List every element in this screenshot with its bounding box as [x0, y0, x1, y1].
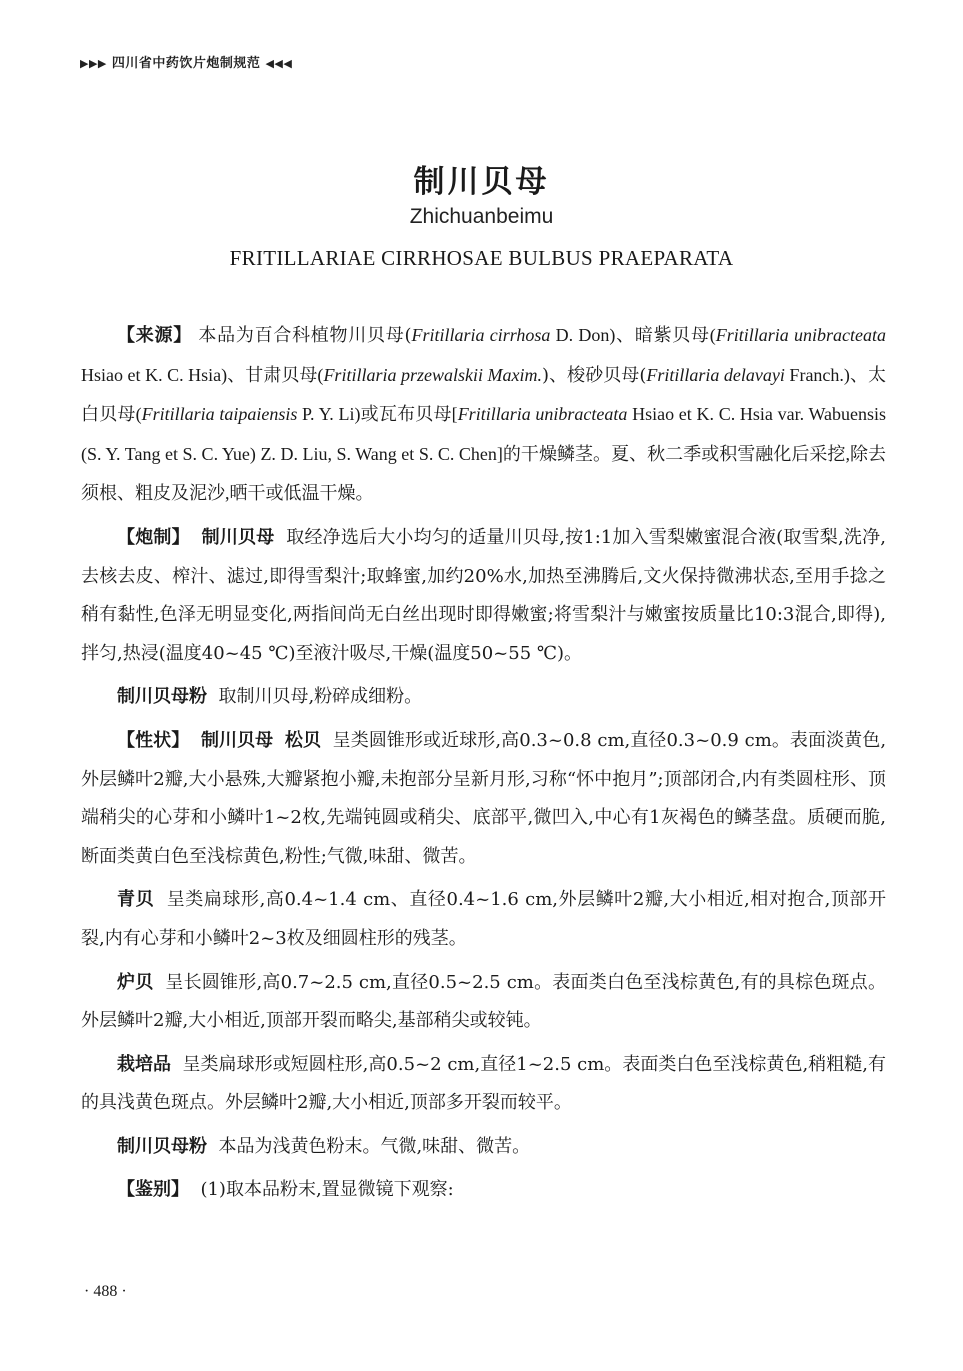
right-triangle-marks: ◀◀◀ — [265, 57, 293, 70]
processing-powder-paragraph — [81, 678, 886, 717]
title-latin: FRITILLARIAE CIRRHOSAE BULBUS PRAEPARATA — [229, 246, 734, 270]
species-name-6: Fritillaria unibracteata — [457, 404, 628, 425]
species-name-4: Fritillaria delavayi — [646, 364, 785, 385]
character-text-5: 本品为浅黄色粉末。气微,味甜、微苦。 — [218, 1135, 531, 1157]
processing-subheading-1: 制川贝母 — [201, 526, 275, 548]
character-subheading-4: 栽培品 — [117, 1053, 172, 1075]
character-subheading-5: 制川贝母粉 — [117, 1135, 207, 1157]
character-cultivated-paragraph — [81, 1046, 886, 1123]
species-name-3: Fritillaria przewalskii Maxim. — [323, 364, 543, 385]
source-text-6: P. Y. Li)或瓦布贝母[ — [297, 404, 458, 425]
processing-text-2: 取制川贝母,粉碎成细粉。 — [218, 686, 423, 708]
character-text-1: 呈类圆锥形或近球形,高0.3~0.8 cm,直径0.3~0.9 cm。表面淡黄色,外层鳞叶2瓣,大小悬殊,大瓣紧抱小瓣,未抱部分呈新月形,习称“怀中抱月”;顶部闭合,内有类圆柱形、顶端稍尖的心芽和小鳞叶1~2枚,先端钝圆或稍尖、底部平,微凹入,中心有1灰褐色的鳞茎盘。质硬而脆,断面类黄白色至浅棕黄色,粉性;气微,味甜、微苦。 — [81, 729, 887, 867]
species-name-5: Fritillaria taipaiensis — [141, 404, 298, 425]
document-body — [81, 316, 886, 1210]
character-subheading-1b: 松贝 — [284, 729, 322, 751]
character-text-2: 呈类扁球形,高0.4~1.4 cm、直径0.4~1.6 cm,外层鳞叶2瓣,大小相近,相对抱合,顶部开裂,内有心芽和小鳞叶2~3枚及细圆柱形的残茎。 — [81, 889, 887, 949]
character-subheading-1: 制川贝母 — [200, 729, 274, 751]
character-heading: 【性状】 — [117, 729, 190, 751]
title-chinese: 制川贝母 — [413, 164, 550, 200]
identification-paragraph — [81, 1171, 886, 1210]
source-text-4: )、梭砂贝母( — [542, 364, 647, 386]
page-number: · 488 · — [84, 1283, 127, 1300]
processing-subheading-2: 制川贝母粉 — [117, 686, 207, 708]
species-name-1: Fritillaria cirrhosa — [411, 325, 551, 345]
identification-heading: 【鉴别】 — [117, 1179, 189, 1201]
source-text-7: Hsiao et K. C. Hsia var. Wabuensis (S. Y. Tang et S. C. Yue) Z. D. Liu, S. Wang et S. C. Chen]的干燥鳞茎。夏、秋二季或积雪融化后采挖,除去须根、粗皮及泥沙,晒干或低温干燥。 — [81, 404, 887, 504]
character-lubei-paragraph — [81, 964, 886, 1041]
processing-paragraph — [81, 519, 886, 673]
character-text-4: 呈类扁球形或短圆柱形,高0.5~2 cm,直径1~2.5 cm。表面类白色至浅棕黄色,稍粗糙,有的具浅黄色斑点。外层鳞叶2瓣,大小相近,顶部多开裂而较平。 — [81, 1053, 886, 1114]
left-triangle-marks: ▶▶▶ — [80, 57, 107, 70]
source-text-3: Hsiao et K. C. Hsia)、甘肃贝母( — [81, 364, 324, 385]
source-heading: 【来源】 — [117, 325, 192, 346]
character-text-3: 呈长圆锥形,高0.7~2.5 cm,直径0.5~2.5 cm。表面类白色至浅棕黄色,有的具棕色斑点。外层鳞叶2瓣,大小相近,顶部开裂而略尖,基部稍尖或较钝。 — [81, 971, 886, 1032]
running-head — [80, 52, 292, 71]
source-text-1: 本品为百合科植物川贝母( — [198, 325, 412, 346]
running-head-text: 四川省中药饮片炮制规范 — [111, 56, 261, 71]
character-qingbei-paragraph — [81, 881, 886, 958]
source-paragraph — [81, 316, 886, 514]
source-text-5: Franch.)、太白贝母( — [81, 364, 887, 425]
identification-text: (1)取本品粉末,置显微镜下观察: — [200, 1179, 454, 1201]
character-subheading-3: 炉贝 — [117, 971, 154, 993]
character-paragraph — [81, 722, 886, 876]
processing-text-1: 取经净选后大小均匀的适量川贝母,按1:1加入雪梨嫩蜜混合液(取雪梨,洗净,去核去皮、榨汁、滤过,即得雪梨汁;取蜂蜜,加约20%水,加热至沸腾后,文火保持微沸状态,至用手捻之稍有黏性,色泽无明显变化,两指间尚无白丝出现时即得嫩蜜;将雪梨汁与嫩蜜按质量比10:3混合,即得),拌匀,热浸(温度40~45 ℃)至液汁吸尽,干燥(温度50~55 ℃)。 — [81, 526, 887, 664]
source-text-2: D. Don)、暗紫贝母( — [550, 325, 716, 345]
title-pinyin: Zhichuanbeimu — [409, 205, 554, 228]
character-subheading-2: 青贝 — [117, 889, 155, 911]
species-name-2: Fritillaria unibracteata — [715, 325, 886, 345]
character-powder-paragraph — [81, 1128, 886, 1167]
processing-heading: 【炮制】 — [117, 526, 190, 548]
